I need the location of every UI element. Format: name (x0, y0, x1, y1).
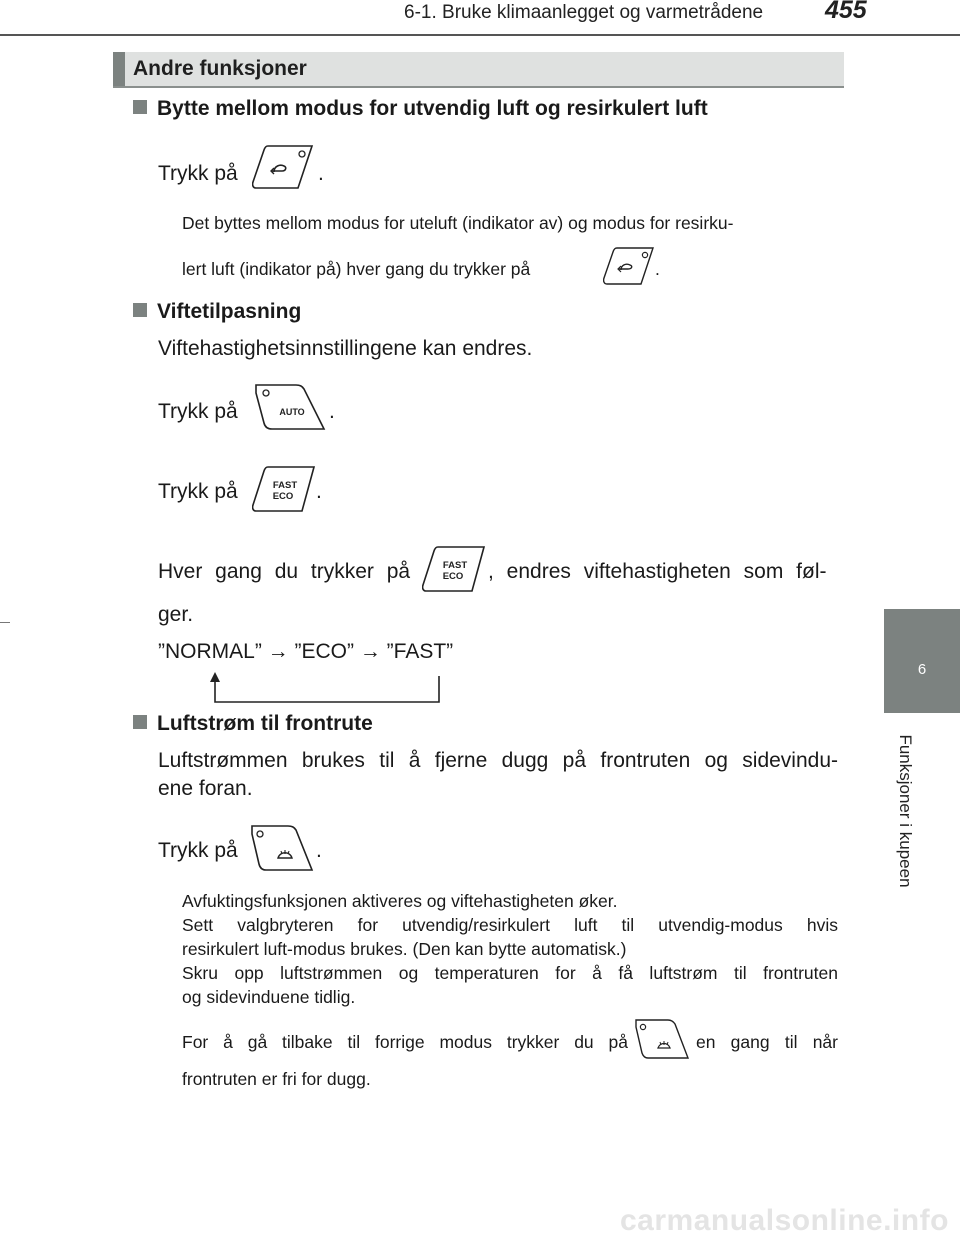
front-defroster-button-icon (250, 824, 314, 872)
fan-every-time-part1: Hver gang du trykker på (158, 560, 411, 583)
heading-recirculation-text: Bytte mellom modus for utvendig luft og resirkulert luft (157, 97, 708, 120)
recirc-press-prefix: Trykk på (158, 162, 238, 185)
windshield-note1: Avfuktingsfunksjonen aktiveres og viftehastigheten øker. (182, 891, 618, 911)
chapter-title: 6-1. Bruke klimaanlegget og varmetrådene (404, 2, 764, 23)
recirc-note-line1: Det byttes mellom modus for uteluft (indikator av) og modus for resirku- (182, 213, 734, 233)
fan-intro: Viftehastighetsinnstillingene kan endres. (158, 337, 533, 360)
header-rule (0, 34, 960, 36)
fan-press1-suffix: . (329, 400, 335, 423)
heading-fan-text: Viftetilpasning (157, 300, 302, 323)
fast-label: FAST (442, 560, 468, 571)
eco-label: ECO (272, 491, 294, 502)
windshield-note3-line1: Skru opp luftstrømmen og temperaturen for å få luftstrøm til frontruten (182, 963, 838, 983)
fast-eco-button-icon-inline (422, 545, 486, 593)
heading-recirculation (133, 97, 708, 121)
heading-square-icon (133, 715, 147, 729)
fast-eco-button-icon (252, 465, 316, 513)
windshield-note4-suffix: en gang til når (696, 1032, 838, 1052)
recirc-note-line2-suffix: . (655, 259, 660, 279)
page-number: 455 (825, 0, 867, 24)
section-bar (113, 52, 844, 88)
eco-label: ECO (442, 571, 464, 582)
windshield-note4-prefix: For å gå tilbake til forrige modus trykker du på (182, 1032, 628, 1052)
heading-windshield-text: Luftstrøm til frontrute (157, 712, 373, 735)
windshield-note2-line2: resirkulert luft-modus brukes. (Den kan bytte automatisk.) (182, 939, 627, 959)
auto-button-label: AUTO (279, 407, 305, 417)
recirculation-button-icon (252, 144, 314, 190)
fan-press2-suffix: . (316, 480, 322, 503)
chapter-side-label-text: Funksjoner i kupeen (896, 734, 915, 888)
chapter-side-label (880, 716, 930, 906)
footer-watermark: carmanualsonline.info (620, 1204, 949, 1237)
fan-every-time-part2: , endres viftehastigheten som føl- (488, 560, 827, 583)
chapter-tab-number: 6 (917, 661, 927, 678)
heading-square-icon (133, 303, 147, 317)
recirculation-button-small-icon (603, 246, 655, 286)
windshield-note3-line2: og sidevinduene tidlig. (182, 987, 356, 1007)
section-title: Andre funksjoner (133, 57, 307, 80)
fan-mode-sequence: ”NORMAL” → ”ECO” → ”FAST” (158, 640, 454, 663)
heading-windshield (133, 712, 373, 736)
recirc-press-suffix: . (318, 162, 324, 185)
heading-fan (133, 300, 301, 324)
recirc-note-line2-prefix: lert luft (indikator på) hver gang du trykker på (182, 259, 531, 279)
auto-button-icon (254, 383, 326, 431)
sequence-loop-arrow-icon (205, 670, 445, 710)
windshield-press-prefix: Trykk på (158, 839, 238, 862)
fan-every-time-line2: ger. (158, 603, 194, 626)
section-bar-accent (113, 52, 125, 86)
fan-press2-prefix: Trykk på (158, 480, 238, 503)
heading-square-icon (133, 100, 147, 114)
fast-label: FAST (272, 480, 298, 491)
windshield-intro-line2: ene foran. (158, 777, 253, 800)
windshield-press-suffix: . (316, 839, 322, 862)
windshield-note4-line2: frontruten er fri for dugg. (182, 1069, 371, 1089)
chapter-tab (884, 609, 960, 713)
crop-mark-left (0, 622, 10, 623)
windshield-intro-line1: Luftstrømmen brukes til å fjerne dugg på frontruten og sidevindu- (158, 749, 838, 772)
windshield-note2-line1: Sett valgbryteren for utvendig/resirkulert luft til utvendig-modus hvis (182, 915, 838, 935)
fan-press1-prefix: Trykk på (158, 400, 238, 423)
front-defroster-button-small-icon (634, 1018, 690, 1060)
